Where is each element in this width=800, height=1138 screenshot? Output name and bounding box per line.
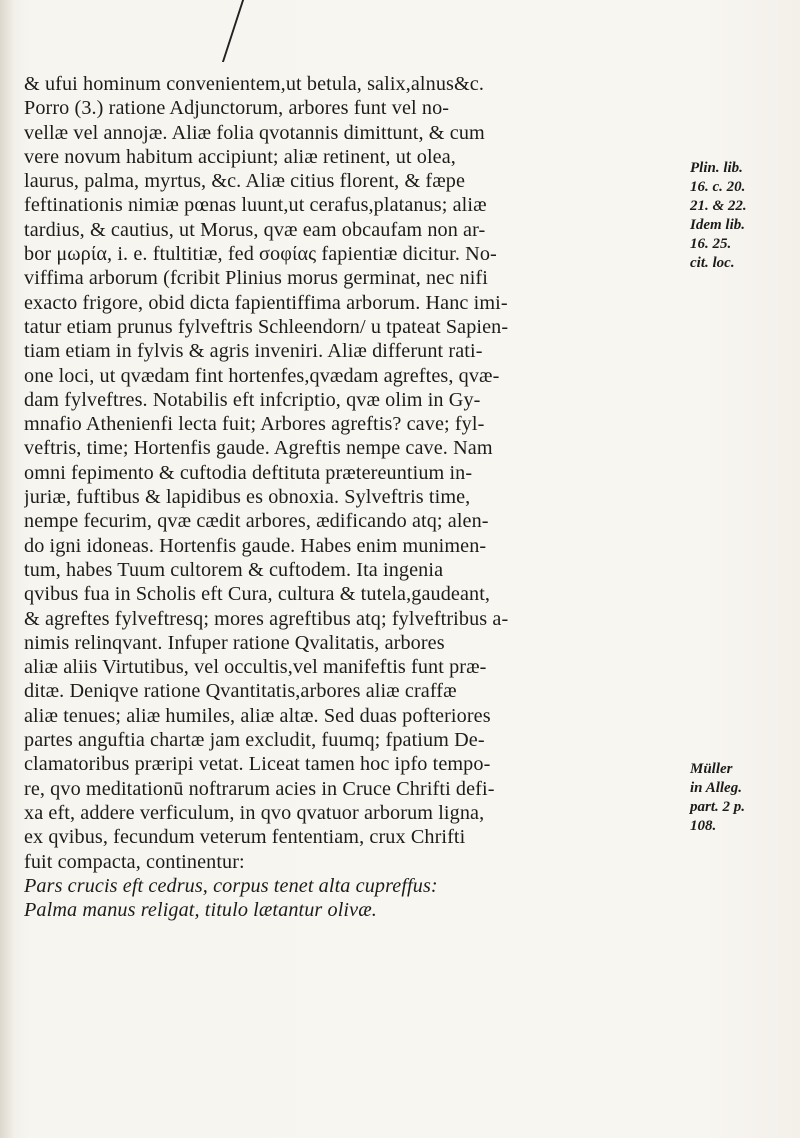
text-line: tum, habes Tuum cultorem & cuftodem. Ita ingenia — [24, 558, 444, 581]
margin-note-line: Idem lib. — [690, 217, 745, 233]
text-line: feftinationis nimiæ pœnas luunt,ut cerafus,platanus; aliæ — [24, 194, 487, 217]
text-line: clamatoribus præripi vetat. Liceat tamen hoc ipfo tempo- — [24, 753, 491, 776]
text-line: nimis relinqvant. Infuper ratione Qvalitatis, arbores — [24, 631, 445, 654]
text-line: exacto frigore, obid dicta fapientiffima arborum. Hanc imi- — [24, 291, 508, 314]
text-line: aliæ aliis Virtutibus, vel occultis,vel manifeftis funt præ- — [24, 656, 487, 679]
text-line: & ufui hominum convenientem,ut betula, salix,alnus&c. — [24, 73, 484, 95]
text-line: nempe fecurim, qvæ cædit arbores, ædificando atq; alen- — [24, 510, 489, 533]
margin-note-line: 16. c. 20. — [690, 179, 746, 195]
text-line: re, qvo meditationū noftrarum acies in Cruce Chrifti defi- — [24, 777, 495, 800]
text-line: do igni idoneas. Hortenfis gaude. Habes enim munimen- — [24, 534, 487, 557]
margin-note-line: 21. & 22. — [690, 198, 747, 214]
text-line: tiam etiam in fylvis & agris inveniri. Aliæ differunt rati- — [24, 340, 483, 363]
text-line: vere novum habitum accipiunt; aliæ retinent, ut olea, — [24, 145, 456, 168]
text-line: qvibus fua in Scholis eft Cura, cultura & tutela,gaudeant, — [24, 583, 491, 606]
text-line: fuit compacta, continentur: — [24, 850, 245, 873]
margin-note-line: part. 2 p. — [690, 799, 746, 815]
text-line: omni fepimento & cuftodia deftituta prætereuntium in- — [24, 461, 473, 484]
text-line: partes anguftia chartæ jam excludit, fuumq; fpatium De- — [24, 729, 485, 752]
text-line: tatur etiam prunus fylveftris Schleendorn/ u tpateat Sapien- — [24, 315, 509, 338]
margin-note-line: cit. loc. — [690, 255, 735, 271]
margin-note-line: Müller — [690, 761, 733, 777]
text-line: dam fylveftres. Notabilis eft infcriptio, qvæ olim in Gy- — [24, 388, 481, 411]
margin-note-pliny — [690, 159, 794, 273]
text-line: & agreftes fylveftresq; mores agreftibus atq; fylveftribus a- — [24, 607, 509, 630]
verse-line: Pars crucis eft cedrus, corpus tenet alta cupreffus: — [24, 874, 438, 897]
margin-note-line: 16. 25. — [690, 236, 732, 252]
verse-line: Palma manus religat, titulo lætantur olivæ. — [24, 899, 377, 922]
text-line: vellæ vel annojæ. Aliæ folia qvotannis dimittunt, & cum — [24, 121, 485, 144]
text-line: tardius, & cautius, ut Morus, qvæ eam obcaufam non ar- — [24, 218, 486, 241]
text-line: xa eft, addere verficulum, in qvo qvatuor arborum ligna, — [24, 801, 485, 824]
body-text — [24, 72, 684, 922]
text-line: juriæ, fuftibus & lapidibus es obnoxia. Sylveftris time, — [24, 486, 471, 509]
margin-note-line: 108. — [690, 818, 717, 834]
text-line: one loci, ut qvædam fint hortenfes,qvædam agreftes, qvæ- — [24, 364, 500, 387]
margin-note-line: in Alleg. — [690, 780, 742, 796]
margin-note-muller — [690, 760, 794, 836]
text-line: ditæ. Deniqve ratione Qvantitatis,arbores aliæ craffæ — [24, 680, 457, 703]
text-line: bor μωρία, i. e. ftultitiæ, fed σοφίας fapientiæ dicitur. No- — [24, 243, 497, 266]
text-line: viffima arborum (fcribit Plinius morus germinat, nec nifi — [24, 267, 488, 290]
text-line: veftris, time; Hortenfis gaude. Agreftis nempe cave. Nam — [24, 437, 493, 460]
spine-shadow — [0, 0, 14, 1138]
text-line: laurus, palma, myrtus, &c. Aliæ citius florent, & fæpe — [24, 170, 466, 193]
margin-note-line: Plin. lib. — [690, 160, 743, 176]
text-line: Porro (3.) ratione Adjunctorum, arbores funt vel no- — [24, 97, 450, 120]
text-line: mnafio Athenienfi lecta fuit; Arbores agreftis? cave; fyl- — [24, 413, 485, 436]
text-line: ex qvibus, fecundum veterum fententiam, crux Chrifti — [24, 826, 466, 849]
binding-mark — [186, 0, 244, 62]
text-line: aliæ tenues; aliæ humiles, aliæ altæ. Sed duas pofteriores — [24, 704, 491, 727]
